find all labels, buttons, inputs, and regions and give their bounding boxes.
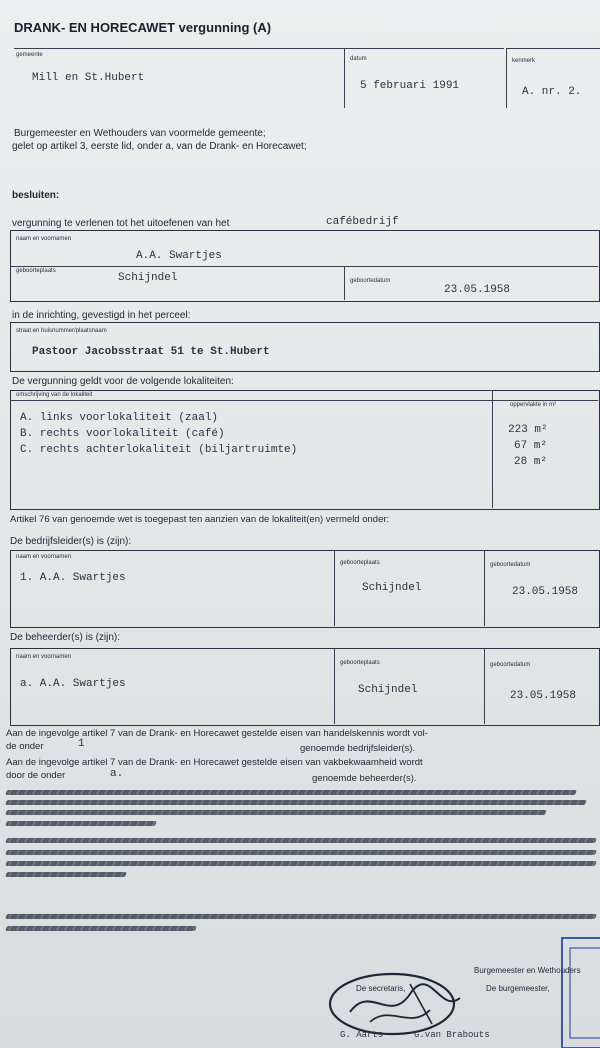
premises-address: Pastoor Jacobsstraat 51 te St.Hubert bbox=[32, 346, 270, 358]
localities-header-rule bbox=[10, 400, 598, 401]
requirement-1-line-2a: de onder bbox=[6, 741, 44, 752]
datum-label: datum bbox=[350, 56, 367, 62]
requirement-1-line-1: Aan de ingevolge artikel 7 van de Drank- en Horecawet gestelde eisen van handelskennis wordt vol- bbox=[6, 728, 428, 739]
license-holder-rule bbox=[10, 266, 598, 267]
signature-burgemeester: De burgemeester, bbox=[486, 984, 550, 993]
bedrijfsleider-name: 1. A.A. Swartjes bbox=[20, 572, 126, 584]
premises-intro: in de inrichting, gevestigd in het perceel: bbox=[12, 310, 191, 321]
localities-desc-label: omschrijving van de lokaliteit bbox=[16, 392, 93, 398]
bedrijfsleider-divider-1 bbox=[334, 550, 335, 626]
bedrijfsleider-date-label: geboortedatum bbox=[490, 562, 531, 568]
intro-line-2: gelet op artikel 3, eerste lid, onder a, van de Drank- en Horecawet; bbox=[12, 141, 307, 152]
header-rule-2 bbox=[344, 48, 504, 49]
beheerder-name: a. A.A. Swartjes bbox=[20, 678, 126, 690]
requirement-2-line-1: Aan de ingevolge artikel 7 van de Drank- en Horecawet gestelde eisen van vakbekwaamheid wordt bbox=[6, 757, 423, 768]
holder-date-label: geboortedatum bbox=[350, 278, 391, 284]
localities-divider bbox=[492, 390, 493, 508]
requirement-1-mark: 1 bbox=[78, 738, 85, 750]
holder-name-label: naam en voornamen bbox=[16, 236, 72, 242]
beheerder-date: 23.05.1958 bbox=[510, 690, 577, 702]
besluiten-heading: besluiten: bbox=[12, 190, 60, 201]
header-divider-2 bbox=[506, 48, 507, 108]
signature-name-1: G. Aarts bbox=[340, 1030, 384, 1040]
datum-value: 5 februari 1991 bbox=[360, 80, 460, 92]
beheerder-name-label: naam en voornamen bbox=[16, 654, 72, 660]
holder-place: Schijndel bbox=[118, 272, 178, 284]
beheerder-divider-1 bbox=[334, 648, 335, 724]
intro-line-1: Burgemeester en Wethouders van voormelde gemeente; bbox=[14, 128, 266, 139]
signature-secretaris: De secretaris, bbox=[356, 984, 406, 993]
bedrijfsleider-date: 23.05.1958 bbox=[512, 586, 579, 598]
beheerder-date-label: geboortedatum bbox=[490, 662, 531, 668]
requirement-1-line-2b: genoemde bedrijfsleider(s). bbox=[300, 743, 416, 754]
bedrijfsleider-place: Schijndel bbox=[362, 582, 422, 594]
bedrijfsleider-intro: De bedrijfsleider(s) is (zijn): bbox=[10, 536, 132, 547]
beheerder-place: Schijndel bbox=[358, 684, 418, 696]
gemeente-value: Mill en St.Hubert bbox=[32, 72, 145, 84]
signature-title: Burgemeester en Wethouders bbox=[474, 966, 581, 975]
holder-divider bbox=[344, 266, 345, 300]
locality-desc-a: A. links voorlokaliteit (zaal) bbox=[20, 412, 219, 424]
locality-area-c: 28 m² bbox=[514, 456, 548, 468]
bedrijfsleider-name-label: naam en voornamen bbox=[16, 554, 72, 560]
beheerder-intro: De beheerder(s) is (zijn): bbox=[10, 632, 121, 643]
kenmerk-label: kenmerk bbox=[512, 58, 536, 64]
artikel76-line: Artikel 76 van genoemde wet is toegepast ten aanzien van de lokaliteit(en) vermeld onder: bbox=[10, 514, 390, 525]
header-rule-3 bbox=[506, 48, 600, 49]
locality-area-a: 223 m² bbox=[508, 424, 548, 436]
requirement-2-mark: a. bbox=[110, 768, 124, 780]
bedrijfsleider-place-label: geboorteplaats bbox=[340, 560, 380, 566]
header-rule bbox=[14, 48, 344, 49]
kenmerk-value: A. nr. 2. bbox=[522, 86, 582, 98]
gemeente-label: gemeente bbox=[16, 52, 43, 58]
locality-area-b: 67 m² bbox=[514, 440, 548, 452]
localities-area-label: oppervlakte in m² bbox=[510, 402, 557, 408]
bedrijfsleider-divider-2 bbox=[484, 550, 485, 626]
vergunning-line: vergunning te verlenen tot het uitoefenen van het bbox=[12, 218, 230, 229]
signature-name-2: G.van Brabouts bbox=[414, 1030, 490, 1040]
document-title: DRANK- EN HORECAWET vergunning (A) bbox=[14, 20, 272, 35]
requirement-2-line-2b: genoemde beheerder(s). bbox=[312, 773, 417, 784]
locality-desc-b: B. rechts voorlokaliteit (café) bbox=[20, 428, 225, 440]
locality-desc-c: C. rechts achterlokaliteit (biljartruimte) bbox=[20, 444, 298, 456]
beheerder-place-label: geboorteplaats bbox=[340, 660, 380, 666]
header-divider-1 bbox=[344, 48, 345, 108]
requirement-2-line-2a: door de onder bbox=[6, 770, 66, 781]
beheerder-divider-2 bbox=[484, 648, 485, 724]
premises-label: straat en huisnummer/plaatsnaam bbox=[16, 328, 107, 334]
holder-place-label: geboorteplaats bbox=[16, 268, 56, 274]
localities-intro: De vergunning geldt voor de volgende lokaliteiten: bbox=[12, 376, 234, 387]
holder-date: 23.05.1958 bbox=[444, 284, 511, 296]
bedrijf-value: cafébedrijf bbox=[326, 216, 399, 228]
holder-name: A.A. Swartjes bbox=[136, 250, 222, 262]
